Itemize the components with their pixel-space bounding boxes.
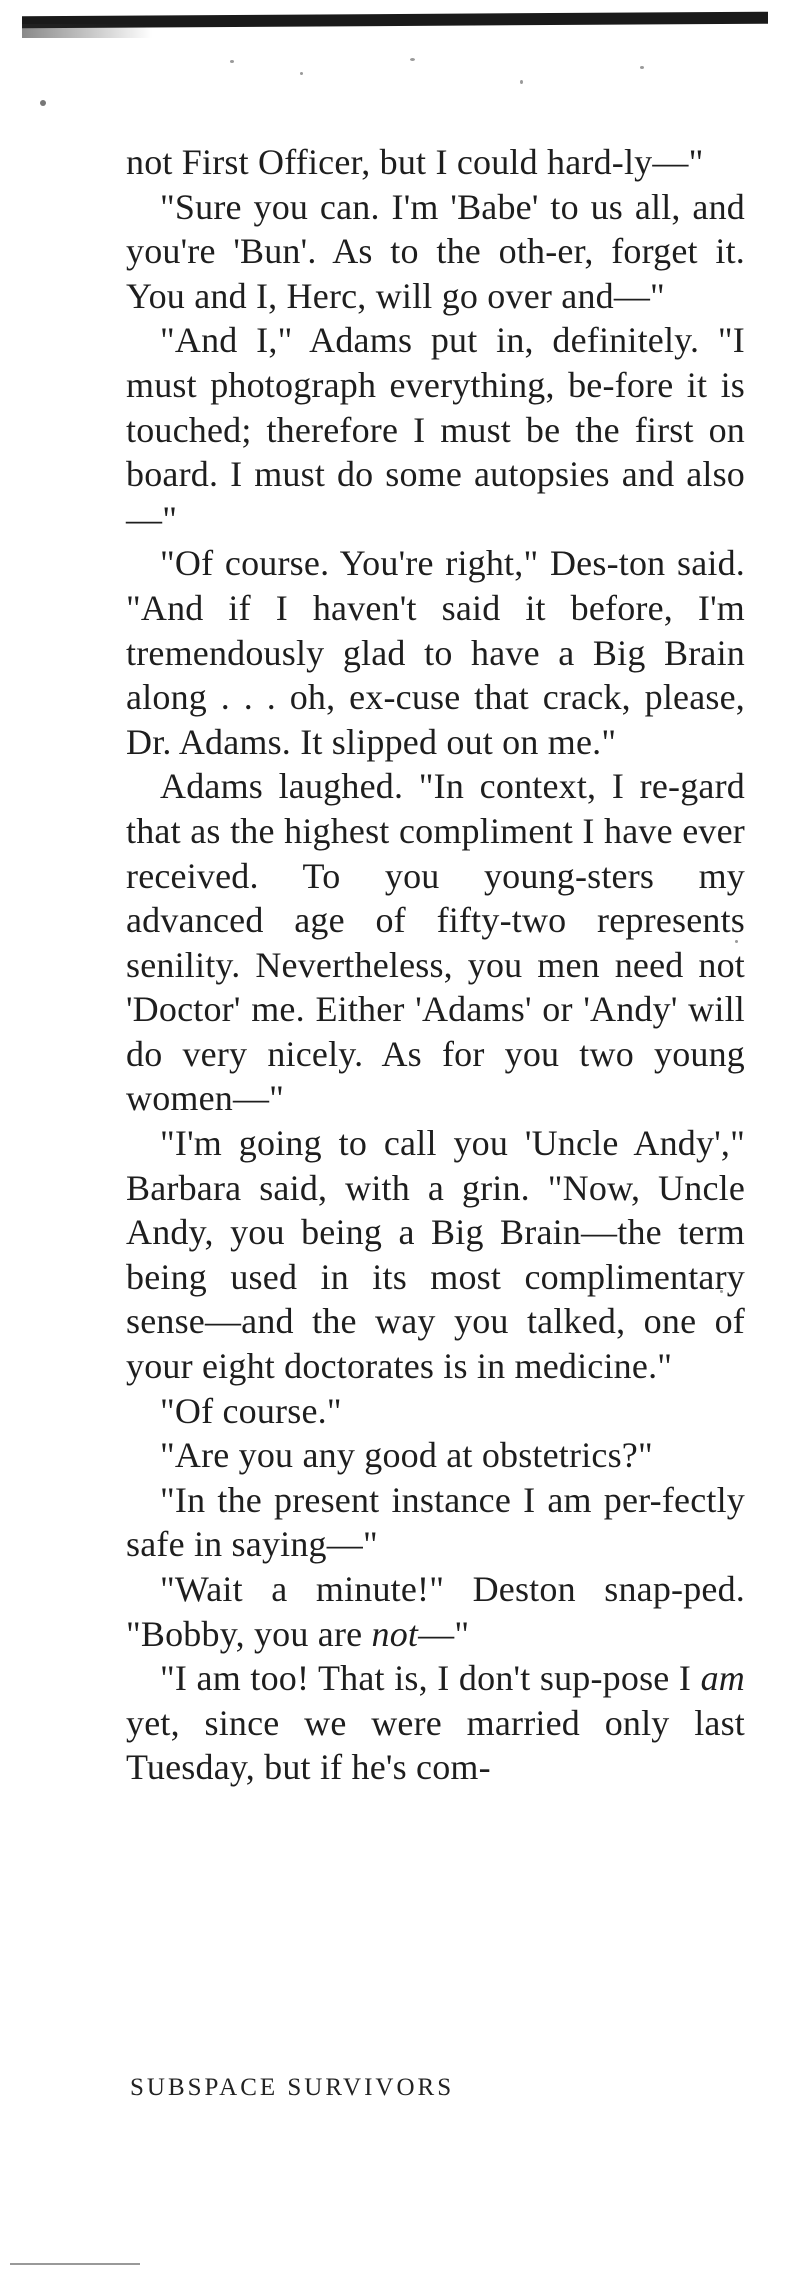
paragraph-3: "And I," Adams put in, definitely. "I must photograph everything, be-fore it is touched; therefore I must be the first on board. I must do some autopsies and also—": [126, 320, 745, 539]
scan-speckle: [230, 60, 234, 63]
paragraph-9: "In the present instance I am per-fectly safe in saying—": [126, 1479, 745, 1565]
paragraph-6: "I'm going to call you 'Uncle Andy'," Barbara said, with a grin. "Now, Uncle Andy, you being a Big Brain—the term being used in its most complimentary sense—and the way you talked, one of your eight doctorates is in medicine.": [126, 1123, 745, 1387]
text-column: [126, 140, 745, 1790]
paragraph-1: not First Officer, but I could hard-ly—": [126, 142, 704, 182]
scan-speckle: [640, 66, 644, 69]
paragraph-10: [126, 1567, 745, 1656]
paragraph-2: "Sure you can. I'm 'Babe' to us all, and you're 'Bun'. As to the oth-er, forget it. You and I, Herc, will go over and—": [126, 186, 745, 316]
bottom-rule: [10, 2263, 140, 2265]
paragraph-11-emphasis: am: [700, 1658, 745, 1699]
paragraph-11: [126, 1656, 745, 1790]
paragraph-11-text: "I am too! That is, I don't sup-pose I: [160, 1658, 701, 1699]
margin-mark: [40, 100, 46, 106]
paragraph-10-text: "Wait a minute!" Deston snap-ped. "Bobby, you are: [126, 1569, 745, 1654]
paragraph-5: Adams laughed. "In context, I re-gard that as the highest compliment I have ever received. To you young-sters my advanced age of fifty-two represents senility. Nevertheless, you men need not 'Doctor' me. Either 'Adams' or 'Andy' will do very nicely. As for you two young women—": [126, 766, 745, 1119]
paragraph-10-tail: —": [418, 1613, 470, 1654]
paragraph-8: "Are you any good at obstetrics?": [160, 1435, 653, 1476]
paragraph-11-tail: yet, since we were married only last Tuesday, but if he's com-: [126, 1702, 745, 1788]
scan-speckle: [520, 80, 523, 84]
top-rule-smudge: [22, 24, 152, 38]
scan-speckle: [300, 72, 303, 75]
scan-speckle: [410, 58, 415, 61]
paragraph-4: "Of course. You're right," Des-ton said. "And if I haven't said it before, I'm tremendously glad to have a Big Brain along . . . oh, ex-cuse that crack, please, Dr. Adams. It slipped out on me.": [126, 543, 745, 762]
paragraph-7: "Of course.": [160, 1390, 342, 1431]
paragraph-10-emphasis: not: [371, 1613, 419, 1654]
running-footer: SUBSPACE SURVIVORS: [130, 2074, 455, 2101]
